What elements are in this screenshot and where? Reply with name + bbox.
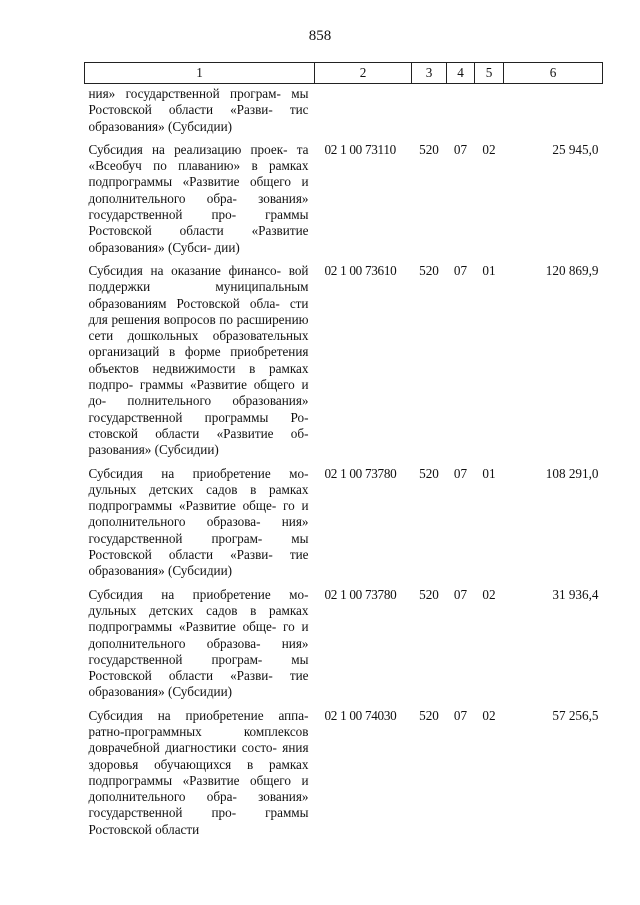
expense-name-line: го и дополнительного образова- (88, 619, 309, 651)
section-cell (447, 84, 475, 142)
expense-name-line: мы Ростовской области «Разви- (88, 651, 309, 684)
expense-name-line: образованиям Ростовской обла- (88, 295, 280, 311)
amount-cell: 108 291,0 (545, 465, 599, 481)
expense-name-line: дии) (214, 239, 240, 255)
expense-name-line: тис образования» (Субсидии) (88, 102, 309, 134)
target-article-code-cell: 02 1 00 73780 (324, 586, 397, 602)
table-body (85, 84, 603, 846)
amount-cell: 57 256,5 (552, 707, 599, 723)
expense-type-cell: 520 (419, 707, 439, 723)
expense-name-line: полнительного образования» (127, 393, 309, 409)
expense-name-line: государственной программы Ро- (88, 409, 309, 425)
expense-type-cell: 520 (419, 586, 439, 602)
expense-name-line: сти для решения вопросов по (88, 295, 309, 327)
expense-name-line: граммы Ростовской области (88, 207, 309, 239)
expense-name-line: ратно-программных комплексов (88, 723, 309, 739)
expense-name-line: Субсидия на приобретение аппа- (88, 707, 309, 723)
expense-name-line: общего и дополнительного обра- (88, 174, 309, 206)
subsection-cell: 02 (482, 586, 496, 602)
target-article-code-cell: 02 1 00 73780 (324, 465, 397, 481)
expense-name-line: зования» государственной про- (88, 190, 309, 223)
table-row (85, 708, 603, 845)
expense-name-line: общего и дополнительного обра- (88, 772, 309, 805)
expense-name-line: та «Всеобуч по плаванию» в (88, 141, 309, 174)
table-row (85, 466, 603, 587)
expense-type-cell (412, 84, 447, 142)
target-article-code-cell: 02 1 00 73610 (324, 262, 397, 278)
budget-table (84, 62, 603, 845)
column-header: 4 (447, 63, 475, 84)
amount-cell (504, 84, 603, 142)
expense-name-line: недвижимости в рамках подпро- (88, 360, 309, 393)
expense-name-line: яния здоровья обучающихся в (88, 740, 309, 772)
expense-name-line: доврачебной диагностики состо- (88, 740, 277, 756)
expense-name-line: ния» государственной програм- (88, 635, 309, 667)
expense-name-cell (85, 263, 315, 466)
expense-name-line: зования» государственной про- (88, 789, 309, 821)
subsection-cell: 02 (482, 707, 496, 723)
column-header: 6 (504, 63, 603, 84)
subsection-cell: 02 (482, 141, 496, 157)
expense-name-line: го и дополнительного образова- (88, 498, 309, 530)
expense-name-line: расширению сети дошкольных (88, 311, 309, 344)
expense-name-line: вой поддержки муниципальным (88, 262, 309, 295)
expense-name-line: дульных детских садов в рамках (88, 602, 309, 618)
expense-name-line: образовательных организаций в (88, 328, 309, 360)
subsection-cell: 01 (482, 465, 496, 481)
expense-name-line: ния» государственной програм- (88, 86, 281, 101)
expense-name-line: рамках подпрограммы «Развитие (88, 158, 309, 190)
expense-name-cell (85, 142, 315, 263)
expense-name-line: дульных детских садов в рамках (88, 481, 309, 497)
page-number: 858 (308, 28, 332, 44)
table-row (85, 84, 603, 142)
expense-name-line: разования» (Субсидии) (88, 442, 219, 458)
amount-cell: 25 945,0 (552, 141, 599, 157)
expense-type-cell: 520 (419, 262, 439, 278)
column-header: 2 (315, 63, 412, 84)
target-article-code-cell (315, 84, 412, 142)
expense-name-line: подпрограммы «Развитие обще- (88, 498, 277, 514)
expense-name-line: Субсидия на реализацию проек- (88, 141, 288, 157)
expense-name-line: Субсидия на оказание финансо- (88, 262, 281, 278)
expense-name-line: Субсидия на приобретение мо- (88, 586, 309, 602)
section-cell: 07 (453, 141, 468, 157)
expense-name-line: стовской области «Развитие об- (88, 425, 309, 441)
subsection-cell: 01 (482, 262, 496, 278)
expense-name-line: мы Ростовской области «Разви- (88, 86, 309, 118)
target-article-code-cell: 02 1 00 73110 (324, 141, 396, 157)
table-row (85, 263, 603, 466)
column-header: 1 (85, 63, 315, 84)
section-cell: 07 (453, 586, 468, 602)
amount-cell: 120 869,9 (545, 262, 599, 278)
table-row (85, 142, 603, 263)
expense-name-line: рамках подпрограммы «Развитие (88, 756, 309, 788)
column-header: 5 (475, 63, 504, 84)
table-header-row (85, 63, 603, 84)
expense-name-line: форме приобретения объектов (88, 344, 309, 376)
expense-type-cell: 520 (419, 465, 439, 481)
expense-name-cell (85, 708, 315, 845)
expense-name-line: мы Ростовской области «Разви- (88, 530, 309, 563)
expense-name-cell (85, 84, 315, 142)
subsection-cell (475, 84, 504, 142)
expense-name-line: граммы «Развитие общего и до- (88, 377, 309, 409)
column-header: 3 (412, 63, 447, 84)
target-article-code-cell: 02 1 00 74030 (324, 707, 397, 723)
expense-name-cell (85, 466, 315, 587)
expense-name-cell (85, 587, 315, 708)
expense-name-line: тие образования» (Субсидии) (88, 668, 309, 700)
expense-name-line: тие образования» (Субсидии) (88, 547, 309, 579)
section-cell: 07 (453, 707, 468, 723)
expense-name-line: «Развитие образования» (Субси- (88, 223, 309, 255)
expense-name-line: Субсидия на приобретение мо- (88, 465, 309, 481)
table-row (85, 587, 603, 708)
amount-cell: 31 936,4 (552, 586, 599, 602)
section-cell: 07 (453, 465, 468, 481)
expense-name-line: граммы Ростовской области (88, 805, 309, 837)
expense-name-line: ния» государственной програм- (88, 514, 309, 546)
section-cell: 07 (453, 262, 468, 278)
expense-type-cell: 520 (419, 141, 439, 157)
expense-name-line: подпрограммы «Развитие обще- (88, 619, 277, 635)
